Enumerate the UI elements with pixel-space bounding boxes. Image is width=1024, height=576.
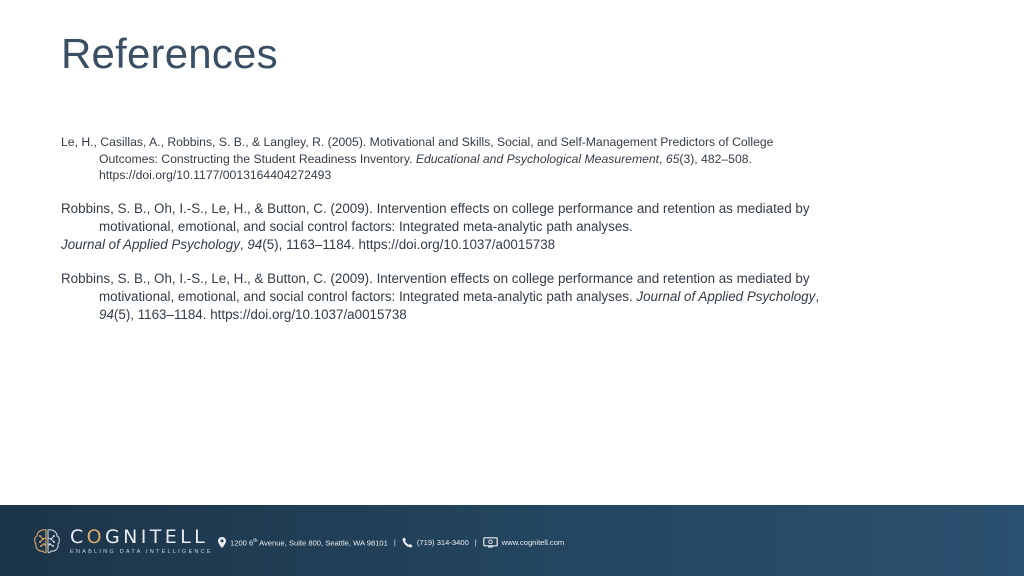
address-part: Avenue, Suite 800, Seattle, WA 98101 [257, 538, 388, 548]
separator: | [393, 538, 396, 547]
address-part: 1200 6 [230, 538, 254, 548]
reference-line-break [61, 236, 831, 254]
reference-volume: 94 [247, 236, 263, 252]
address [230, 538, 388, 548]
reference-list [61, 134, 831, 324]
website-link[interactable]: www.cognitell.com [501, 538, 565, 547]
reference-volume: 65 [665, 151, 680, 166]
company-logo[interactable] [32, 526, 213, 556]
slide-title: References [61, 30, 278, 77]
reference-volume: 94 [99, 306, 114, 322]
reference-journal: Educational and Psychological Measurement [415, 151, 660, 166]
reference-pages-doi: (5), 1163–1184. https://doi.org/10.1037/a0015738 [113, 306, 407, 322]
brand-name-part: GNITELL [105, 525, 209, 548]
reference-separator: , [659, 151, 666, 166]
brand-name [70, 527, 213, 547]
reference-pages-doi: (3), 482–508. https://doi.org/10.1177/0013164404272493 [99, 151, 752, 182]
reference-text: Robbins, S. B., Oh, I.-S., Le, H., & Button, C. (2009). Intervention effects on college performance and retention as mediated by motivational, emotional, and social control factors: Integrated meta-analytic path analyses. [61, 270, 810, 304]
phone-icon [402, 537, 413, 548]
phone-number[interactable]: (719) 314-3400 [416, 538, 469, 547]
reference-journal: Journal of Applied Psychology [636, 288, 816, 304]
reference-pages-doi: (5), 1163–1184. https://doi.org/10.1037/a0015738 [262, 236, 556, 252]
separator: | [474, 538, 477, 547]
brand-name-accent: O [86, 525, 106, 548]
brain-icon [32, 526, 62, 556]
address-ordinal: th [253, 537, 258, 544]
footer-bar [0, 505, 1024, 576]
reference-item [61, 134, 831, 184]
brand-tagline: ENABLING DATA INTELLIGENCE [70, 548, 213, 555]
reference-item [61, 200, 831, 254]
reference-separator: , [239, 236, 248, 252]
wordmark [70, 527, 213, 556]
computer-icon [483, 537, 498, 548]
reference-item [61, 270, 831, 324]
location-pin-icon [218, 537, 226, 548]
brand-name-part: C [70, 525, 87, 548]
reference-text: Robbins, S. B., Oh, I.-S., Le, H., & Button, C. (2009). Intervention effects on college performance and retention as mediated by motivational, emotional, and social control factors: Integrated meta-analytic path analyses. [61, 200, 810, 234]
contact-info [218, 537, 564, 548]
reference-journal: Journal of Applied Psychology [61, 236, 240, 252]
reference-text: Le, H., Casillas, A., Robbins, S. B., & Langley, R. (2005). Motivational and Skills, Social, and Self-Management Predictors of College Outcomes: Constructing the Student Readiness Inventory. [61, 135, 774, 166]
reference-separator: , [815, 288, 820, 304]
